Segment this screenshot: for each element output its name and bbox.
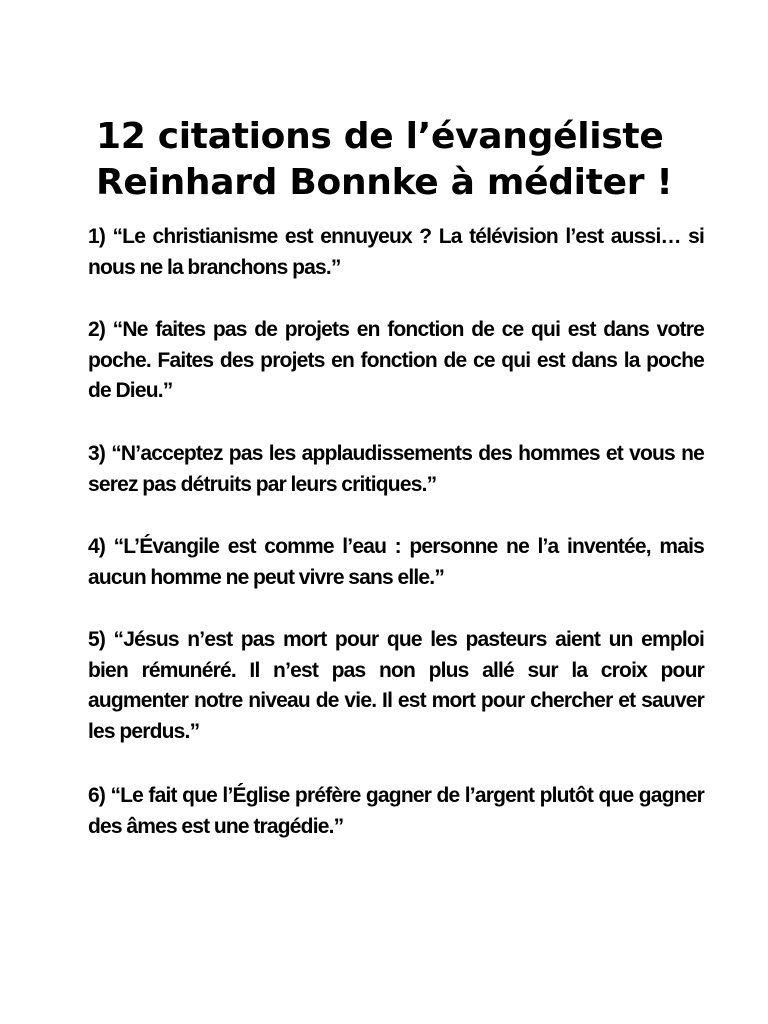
quote-2: 2) “Ne faites pas de projets en fonction de ce qui est dans votre poche. Faites des projets en fonction de ce qui est dans la poche de Dieu.” [88, 318, 704, 402]
quote-5: 5) “Jésus n’est pas mort pour que les pasteurs aient un emploi bien rémunéré. Il n’est pas non plus allé sur la croix pour augmenter notre niveau de vie. Il est mort pour chercher et sauver les perdus.” [88, 628, 704, 743]
page-title-line-2: Reinhard Bonnke à méditer ! [96, 162, 673, 203]
quote-6: 6) “Le fait que l’Église préfère gagner de l’argent plutôt que gagner des âmes est une tragédie.” [88, 784, 704, 838]
quote-4: 4) “L’Évangile est comme l’eau : personne ne l’a inventée, mais aucun homme ne peut vivre sans elle.” [88, 535, 704, 589]
page-title-line-1: 12 citations de l’évangéliste [96, 116, 664, 157]
quote-3: 3) “N’acceptez pas les applaudissements des hommes et vous ne serez pas détruits par leurs critiques.” [88, 442, 704, 496]
quote-1: 1) “Le christianisme est ennuyeux ? La télévision l’est aussi… si nous ne la branchons pas.” [88, 225, 704, 279]
page-title [96, 114, 736, 206]
